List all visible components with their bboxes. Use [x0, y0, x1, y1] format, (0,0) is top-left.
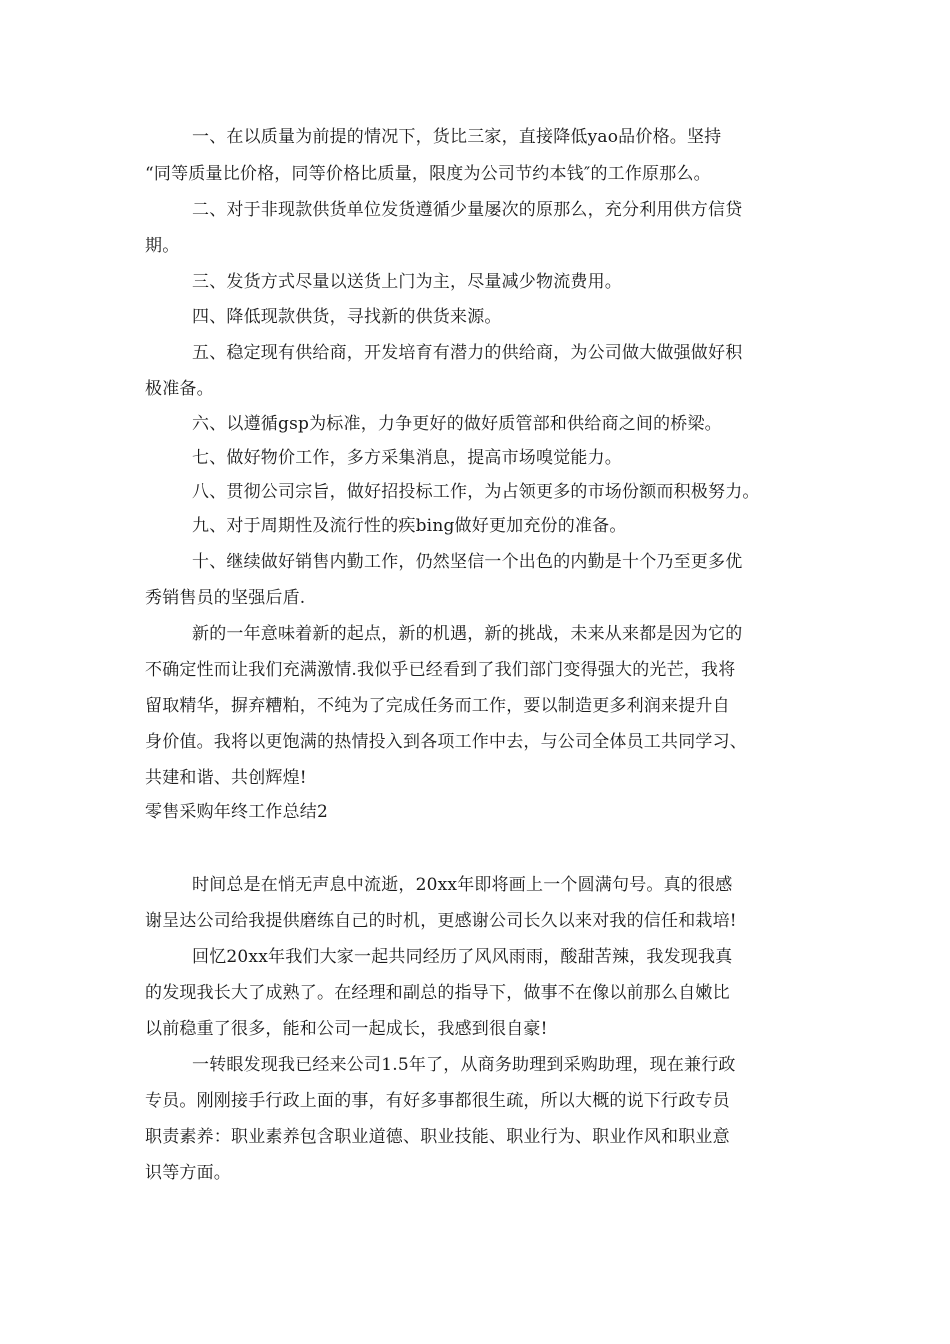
text-line: 回忆20xx年我们大家一起共同经历了风风雨雨，酸甜苦辣，我发现我真	[192, 947, 733, 967]
text-line: 一转眼发现我已经来公司1.5年了，从商务助理到采购助理，现在兼行政	[192, 1055, 736, 1075]
text-line: 一、在以质量为前提的情况下，货比三家，直接降低yao品价格。坚持	[192, 127, 722, 147]
text-line: 时间总是在悄无声息中流逝，20xx年即将画上一个圆满句号。真的很感	[192, 875, 733, 895]
text-line: 留取精华，摒弃糟粕，不纯为了完成任务而工作，要以制造更多利润来提升自	[145, 696, 730, 716]
text-line: 九、对于周期性及流行性的疾bing做好更加充份的准备。	[192, 516, 627, 536]
text-line: 期。	[145, 236, 180, 256]
text-line: 秀销售员的坚强后盾.	[145, 588, 306, 608]
text-line: 八、贯彻公司宗旨，做好招投标工作，为占领更多的市场份额而积极努力。	[192, 482, 760, 502]
text-line: 十、继续做好销售内勤工作，仍然坚信一个出色的内勤是十个乃至更多优	[192, 552, 743, 572]
text-line: 共建和谐、共创辉煌!	[145, 768, 307, 788]
text-line: 谢呈达公司给我提供磨练自己的时机，更感谢公司长久以来对我的信任和栽培!	[145, 911, 737, 931]
text-line: 识等方面。	[145, 1163, 231, 1183]
text-line: 极准备。	[145, 379, 214, 399]
section-title: 零售采购年终工作总结2	[145, 802, 329, 822]
text-line: 不确定性而让我们充满激情.我似乎已经看到了我们部门变得强大的光芒，我将	[145, 660, 736, 680]
text-line: 四、降低现款供货，寻找新的供货来源。	[192, 307, 502, 327]
text-line: 以前稳重了很多，能和公司一起成长，我感到很自豪!	[145, 1019, 548, 1039]
text-line: 新的一年意味着新的起点，新的机遇，新的挑战，未来从来都是因为它的	[192, 624, 743, 644]
text-line: 专员。刚刚接手行政上面的事，有好多事都很生疏，所以大概的说下行政专员	[145, 1091, 730, 1111]
text-line: 六、以遵循gsp为标准，力争更好的做好质管部和供给商之间的桥梁。	[192, 414, 722, 434]
text-line: 二、对于非现款供货单位发货遵循少量屡次的原那么，充分利用供方信贷	[192, 200, 743, 220]
text-line: 身价值。我将以更饱满的热情投入到各项工作中去，与公司全体员工共同学习、	[145, 732, 747, 752]
text-line: 职责素养：职业素养包含职业道德、职业技能、职业行为、职业作风和职业意	[145, 1127, 730, 1147]
text-line: “同等质量比价格，同等价格比质量，限度为公司节约本钱″的工作原那么。	[145, 164, 711, 184]
text-line: 三、发货方式尽量以送货上门为主，尽量减少物流费用。	[192, 272, 622, 292]
text-line: 七、做好物价工作，多方采集消息，提高市场嗅觉能力。	[192, 448, 622, 468]
text-line: 的发现我长大了成熟了。在经理和副总的指导下，做事不在像以前那么自嫩比	[145, 983, 730, 1003]
text-line: 五、稳定现有供给商，开发培育有潜力的供给商，为公司做大做强做好积	[192, 343, 743, 363]
